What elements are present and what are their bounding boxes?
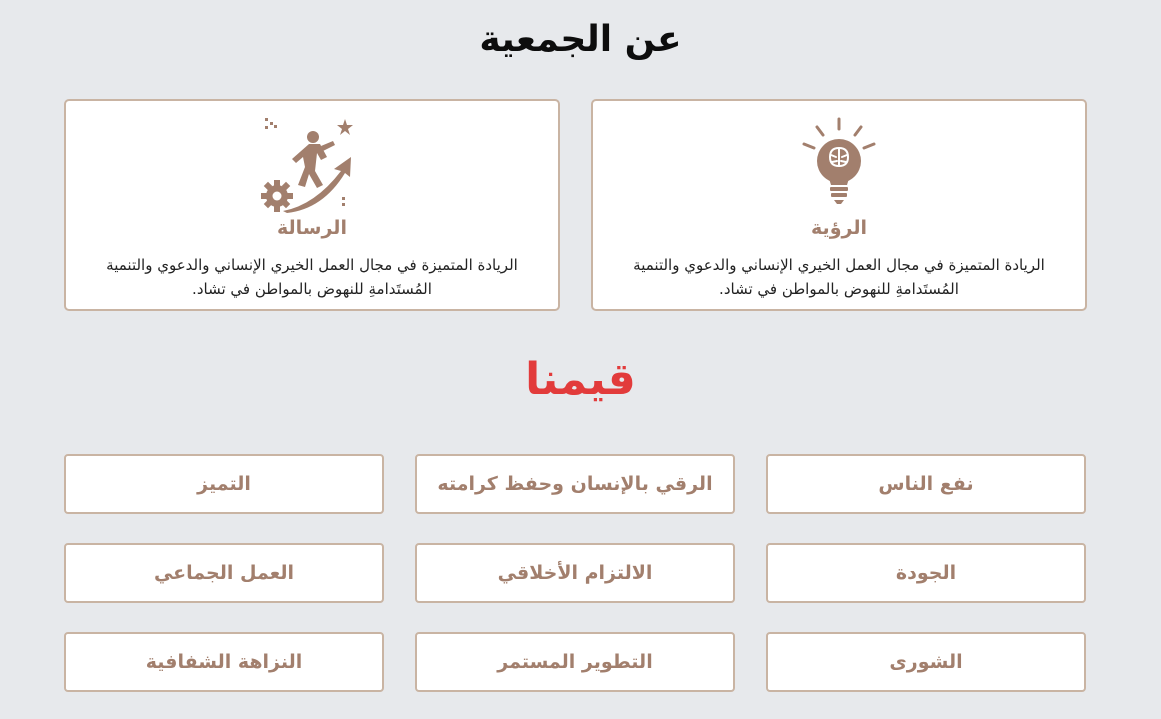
lightbulb-brain-icon: [784, 113, 894, 213]
value-item[interactable]: نفع الناس: [766, 454, 1086, 514]
mission-heading: الرسالة: [277, 217, 347, 239]
value-item[interactable]: الرقي بالإنسان وحفظ كرامته: [415, 454, 735, 514]
value-item[interactable]: الالتزام الأخلاقي: [415, 543, 735, 603]
value-item[interactable]: العمل الجماعي: [64, 543, 384, 603]
mission-line-1: الريادة المتميزة في مجال العمل الخيري الإنساني والدعوي والتنمية: [106, 256, 518, 274]
vision-line-2: المُستَدامةِ للنهوض بالمواطن في تشاد.: [719, 280, 959, 298]
value-item[interactable]: التطوير المستمر: [415, 632, 735, 692]
mission-line-2: المُستَدامةِ للنهوض بالمواطن في تشاد.: [192, 280, 432, 298]
value-item[interactable]: الجودة: [766, 543, 1086, 603]
value-item[interactable]: النزاهة الشفافية: [64, 632, 384, 692]
about-title: عن الجمعية: [479, 19, 682, 60]
vision-card: [591, 99, 1087, 311]
vision-heading: الرؤية: [811, 217, 867, 239]
climber-gear-arrow-icon: [257, 113, 367, 213]
mission-card: [64, 99, 560, 311]
values-title: قيمنا: [525, 354, 636, 405]
mission-description: [76, 253, 548, 301]
value-item[interactable]: التميز: [64, 454, 384, 514]
value-item[interactable]: الشورى: [766, 632, 1086, 692]
vision-description: [603, 253, 1075, 301]
vision-line-1: الريادة المتميزة في مجال العمل الخيري الإنساني والدعوي والتنمية: [633, 256, 1045, 274]
